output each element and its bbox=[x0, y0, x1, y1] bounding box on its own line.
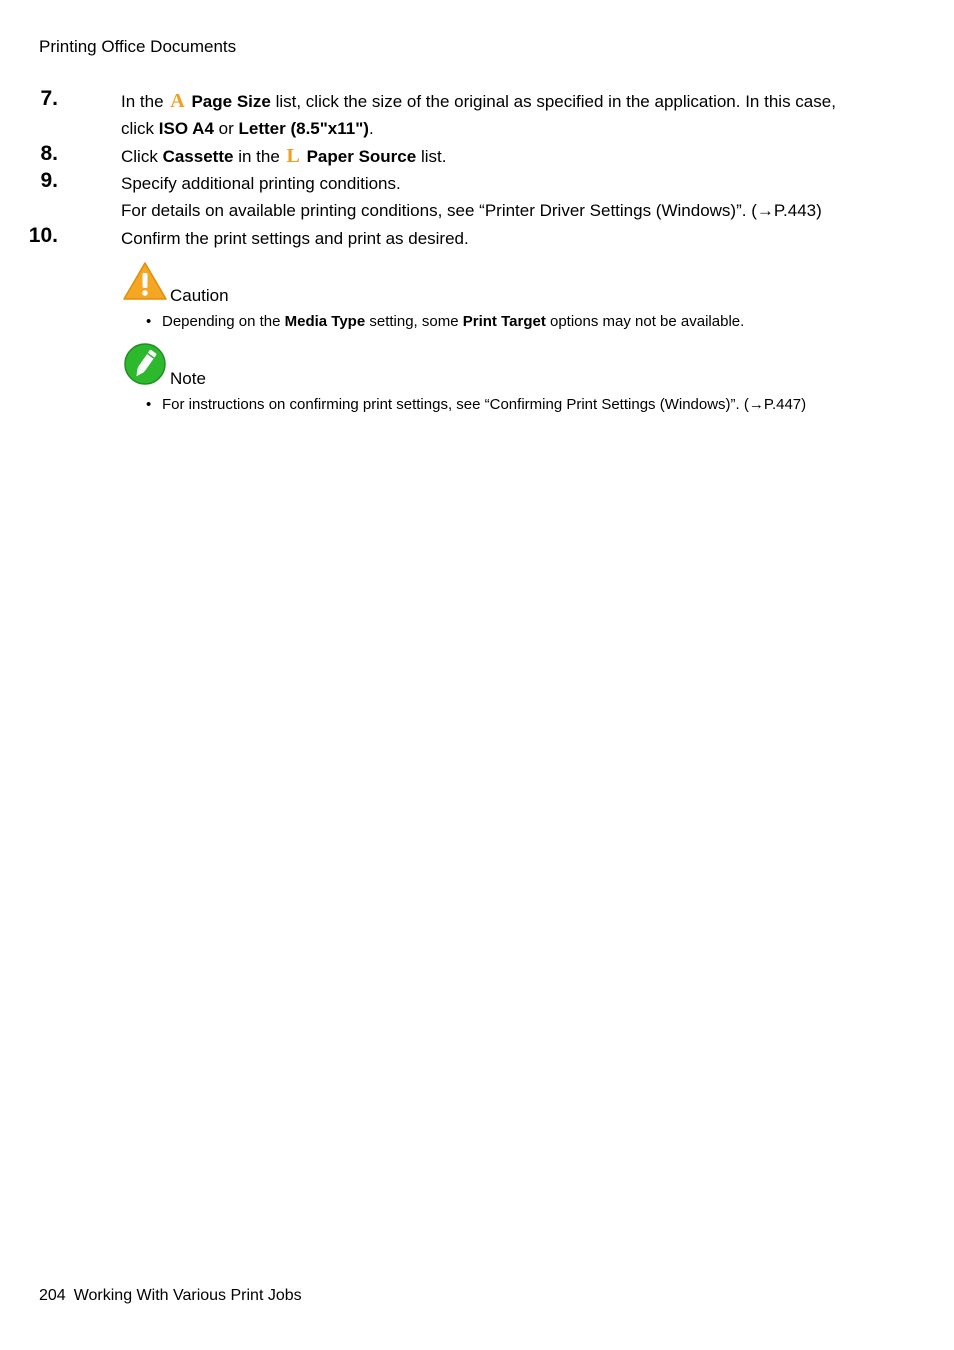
callout-marker: L bbox=[286, 145, 300, 167]
cross-reference: For instructions on confirming print settings, see “Confirming Print Settings (Windows)”. (→P.447) bbox=[162, 396, 807, 413]
step-number: 8. bbox=[40, 142, 58, 165]
step-text: In the A Page Size list, click the size of the original as specified in the application. In this case, click ISO A4 or Letter (8.5"x11"). bbox=[121, 90, 836, 138]
caution-bullet: • Depending on the Media Type setting, some Print Target options may not be available. bbox=[146, 313, 745, 330]
step-text: Confirm the print settings and print as desired. bbox=[121, 229, 469, 248]
page-size-term: Page Size bbox=[191, 92, 271, 111]
iso-a4-term: ISO A4 bbox=[158, 119, 214, 138]
page-footer bbox=[39, 1287, 302, 1305]
step-number: 7. bbox=[40, 87, 58, 110]
print-target-term: Print Target bbox=[462, 313, 546, 330]
step-number: 10. bbox=[28, 224, 58, 247]
media-type-term: Media Type bbox=[284, 313, 366, 330]
section-header: Printing Office Documents bbox=[39, 37, 237, 56]
step-text: Specify additional printing conditions. For details on available printing conditions, see “Printer Driver Settings (Windows)”. (→P.443) bbox=[121, 174, 822, 220]
chapter-title: Working With Various Print Jobs bbox=[73, 1287, 302, 1304]
caution-label: Caution bbox=[170, 286, 229, 305]
note-bullet: • For instructions on confirming print settings, see “Confirming Print Settings (Windows)”. (→P.447) bbox=[146, 396, 807, 413]
paper-source-term: Paper Source bbox=[306, 147, 417, 166]
cross-reference: For details on available printing conditions, see “Printer Driver Settings (Windows)”. (→P.443) bbox=[121, 201, 822, 220]
page-number: 204 bbox=[39, 1287, 66, 1304]
callout-marker: A bbox=[170, 90, 185, 112]
pencil-note-icon bbox=[124, 343, 166, 385]
warning-triangle-icon bbox=[123, 262, 167, 300]
cassette-term: Cassette bbox=[162, 147, 234, 166]
letter-term: Letter (8.5"x11") bbox=[238, 119, 369, 138]
step-text: Click Cassette in the L Paper Source list. bbox=[121, 145, 447, 167]
step-number: 9. bbox=[40, 169, 58, 192]
note-label: Note bbox=[170, 369, 206, 388]
